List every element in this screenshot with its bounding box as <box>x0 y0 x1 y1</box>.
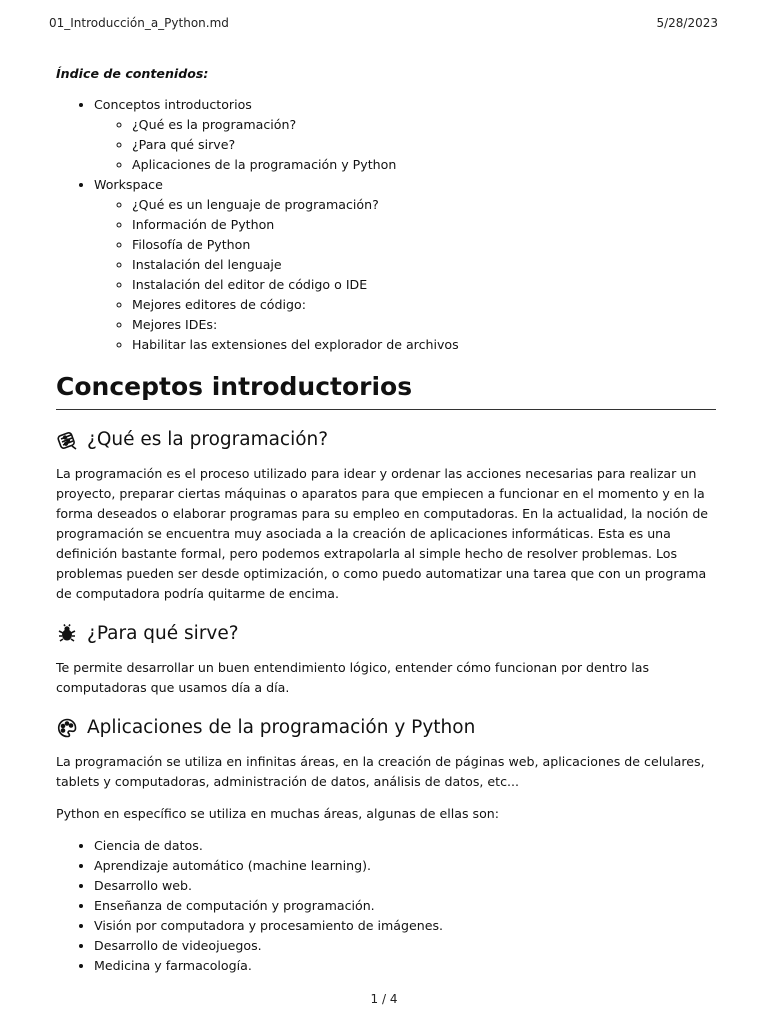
toc-subitem[interactable]: ◦ Filosofía de Python <box>132 235 716 255</box>
heading-text: ¿Para qué sirve? <box>87 623 239 644</box>
list-item: • Desarrollo de videojuegos. <box>94 936 716 956</box>
heading-what-is-programming <box>56 427 716 453</box>
paragraph: Python en específico se utiliza en muchas áreas, algunas de ellas son: <box>56 806 500 821</box>
paragraph: La programación es el proceso utilizado para idear y ordenar las acciones necesarias para realizar un proyecto, preparar ciertas máquinas o aparatos para que empiecen a funcionar en el momento y en la forma deseados o elaborar programas para su empleo en computadoras. En la actualidad, la noción de programación se encuentra muy asociada a la creación de aplicaciones informáticas. Esta es una definición bastante formal, pero podemos extrapolarla al simple hecho de resolver problemas. Los problemas pueden ser desde optimización, o como puedo automatizar una tarea que con un programa de computadora podría quitarme de encima. <box>56 466 709 601</box>
page-number: 1 / 4 <box>370 992 398 1006</box>
toc-title: Índice de contenidos: <box>56 66 209 81</box>
bug-icon <box>56 623 78 645</box>
palette-icon <box>56 717 78 739</box>
toc-subitem[interactable]: ◦ ¿Para qué sirve? <box>132 135 716 155</box>
heading-applications <box>56 715 716 741</box>
toc-subitem[interactable]: ◦ ¿Qué es un lenguaje de programación? <box>132 195 716 215</box>
document-date: 5/28/2023 <box>656 16 718 30</box>
section-title: Conceptos introductorios <box>56 370 716 410</box>
toc-item-label: Conceptos introductorios <box>94 97 252 112</box>
toc-sublist <box>94 115 716 175</box>
list-item: • Aprendizaje automático (machine learning). <box>94 856 716 876</box>
toc-subitem[interactable]: ◦ Mejores editores de código: <box>132 295 716 315</box>
list-item: • Visión por computadora y procesamiento de imágenes. <box>94 916 716 936</box>
heading-text: Aplicaciones de la programación y Python <box>87 717 476 738</box>
toc-subitem[interactable]: ◦ Habilitar las extensiones del explorador de archivos <box>132 335 716 355</box>
toc-subitem[interactable]: ◦ Aplicaciones de la programación y Python <box>132 155 716 175</box>
toc-subitem[interactable]: ◦ Instalación del editor de código o IDE <box>132 275 716 295</box>
toc-subitem[interactable]: ◦ Información de Python <box>132 215 716 235</box>
toc-subitem[interactable]: ◦ ¿Qué es la programación? <box>132 115 716 135</box>
document-content <box>56 60 716 976</box>
toc-subitem[interactable]: ◦ Mejores IDEs: <box>132 315 716 335</box>
list-item: • Enseñanza de computación y programación. <box>94 896 716 916</box>
toc-subitem[interactable]: ◦ Instalación del lenguaje <box>132 255 716 275</box>
toc-item[interactable] <box>94 95 716 175</box>
abacus-icon <box>56 429 78 451</box>
toc-sublist <box>94 195 716 355</box>
paragraph: Te permite desarrollar un buen entendimiento lógico, entender cómo funcionan por dentro las computadoras que usamos día a día. <box>56 660 650 695</box>
heading-purpose <box>56 621 716 647</box>
toc-list <box>56 95 716 355</box>
document-filename: 01_Introducción_a_Python.md <box>49 16 229 30</box>
paragraph: La programación se utiliza en infinitas áreas, en la creación de páginas web, aplicaciones de celulares, tablets y computadoras, administración de datos, análisis de datos, etc... <box>56 754 705 789</box>
list-item: • Ciencia de datos. <box>94 836 716 856</box>
applications-list <box>56 836 716 976</box>
list-item: • Desarrollo web. <box>94 876 716 896</box>
toc-item[interactable] <box>94 175 716 355</box>
heading-text: ¿Qué es la programación? <box>87 429 329 450</box>
list-item: • Medicina y farmacología. <box>94 956 716 976</box>
toc-item-label: Workspace <box>94 177 163 192</box>
